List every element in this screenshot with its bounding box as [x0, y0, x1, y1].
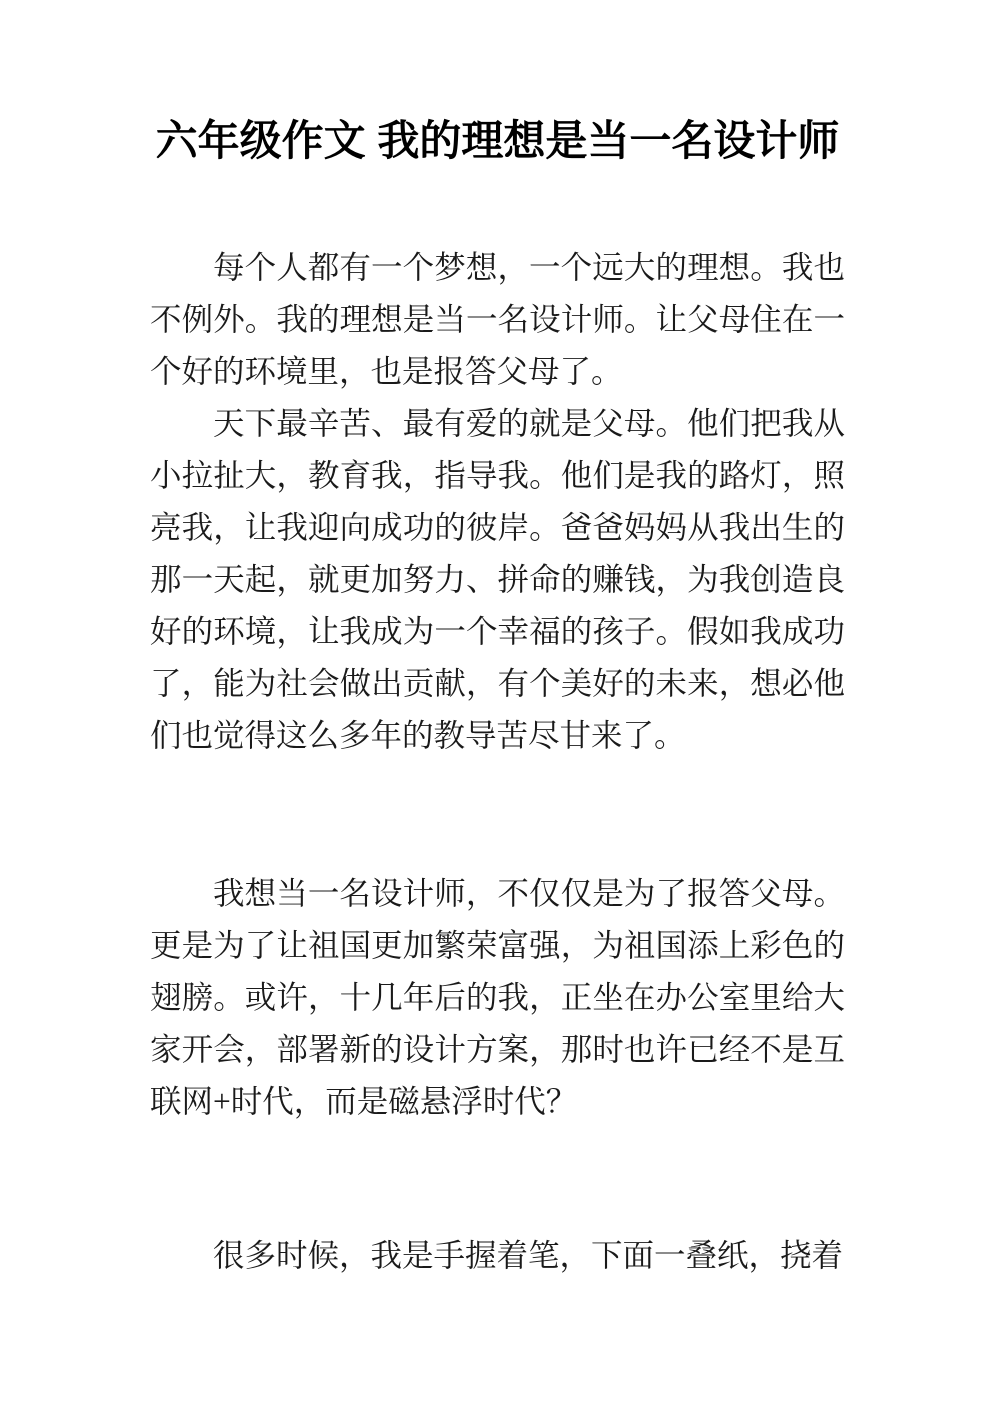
essay-paragraph-1: 每个人都有一个梦想，一个远大的理想。我也不例外。我的理想是当一名设计师。让父母住在一个好的环境里，也是报答父母了。: [150, 250, 845, 389]
essay-paragraph-3: 我想当一名设计师，不仅仅是为了报答父母。更是为了让祖国更加繁荣富强，为祖国添上彩色的翅膀。或许，十几年后的我，正坐在办公室里给大家开会，部署新的设计方案，那时也许已经不是互联网+时代，而是磁悬浮时代？: [150, 876, 845, 1119]
essay-title: 六年级作文 我的理想是当一名设计师: [155, 117, 840, 164]
document-content: [150, 0, 845, 1282]
essay-paragraph-2: 天下最辛苦、最有爱的就是父母。他们把我从小拉扯大，教育我，指导我。他们是我的路灯，照亮我，让我迎向成功的彼岸。爸爸妈妈从我出生的那一天起，就更加努力、拼命的赚钱，为我创造良好的环境，让我成为一个幸福的孩子。假如我成功了，能为社会做出贡献，有个美好的未来，想必他们也觉得这么多年的教导苦尽甘来了。: [150, 406, 845, 753]
essay-paragraph-4: 很多时候，我是手握着笔，下面一叠纸，挠着: [213, 1238, 844, 1273]
